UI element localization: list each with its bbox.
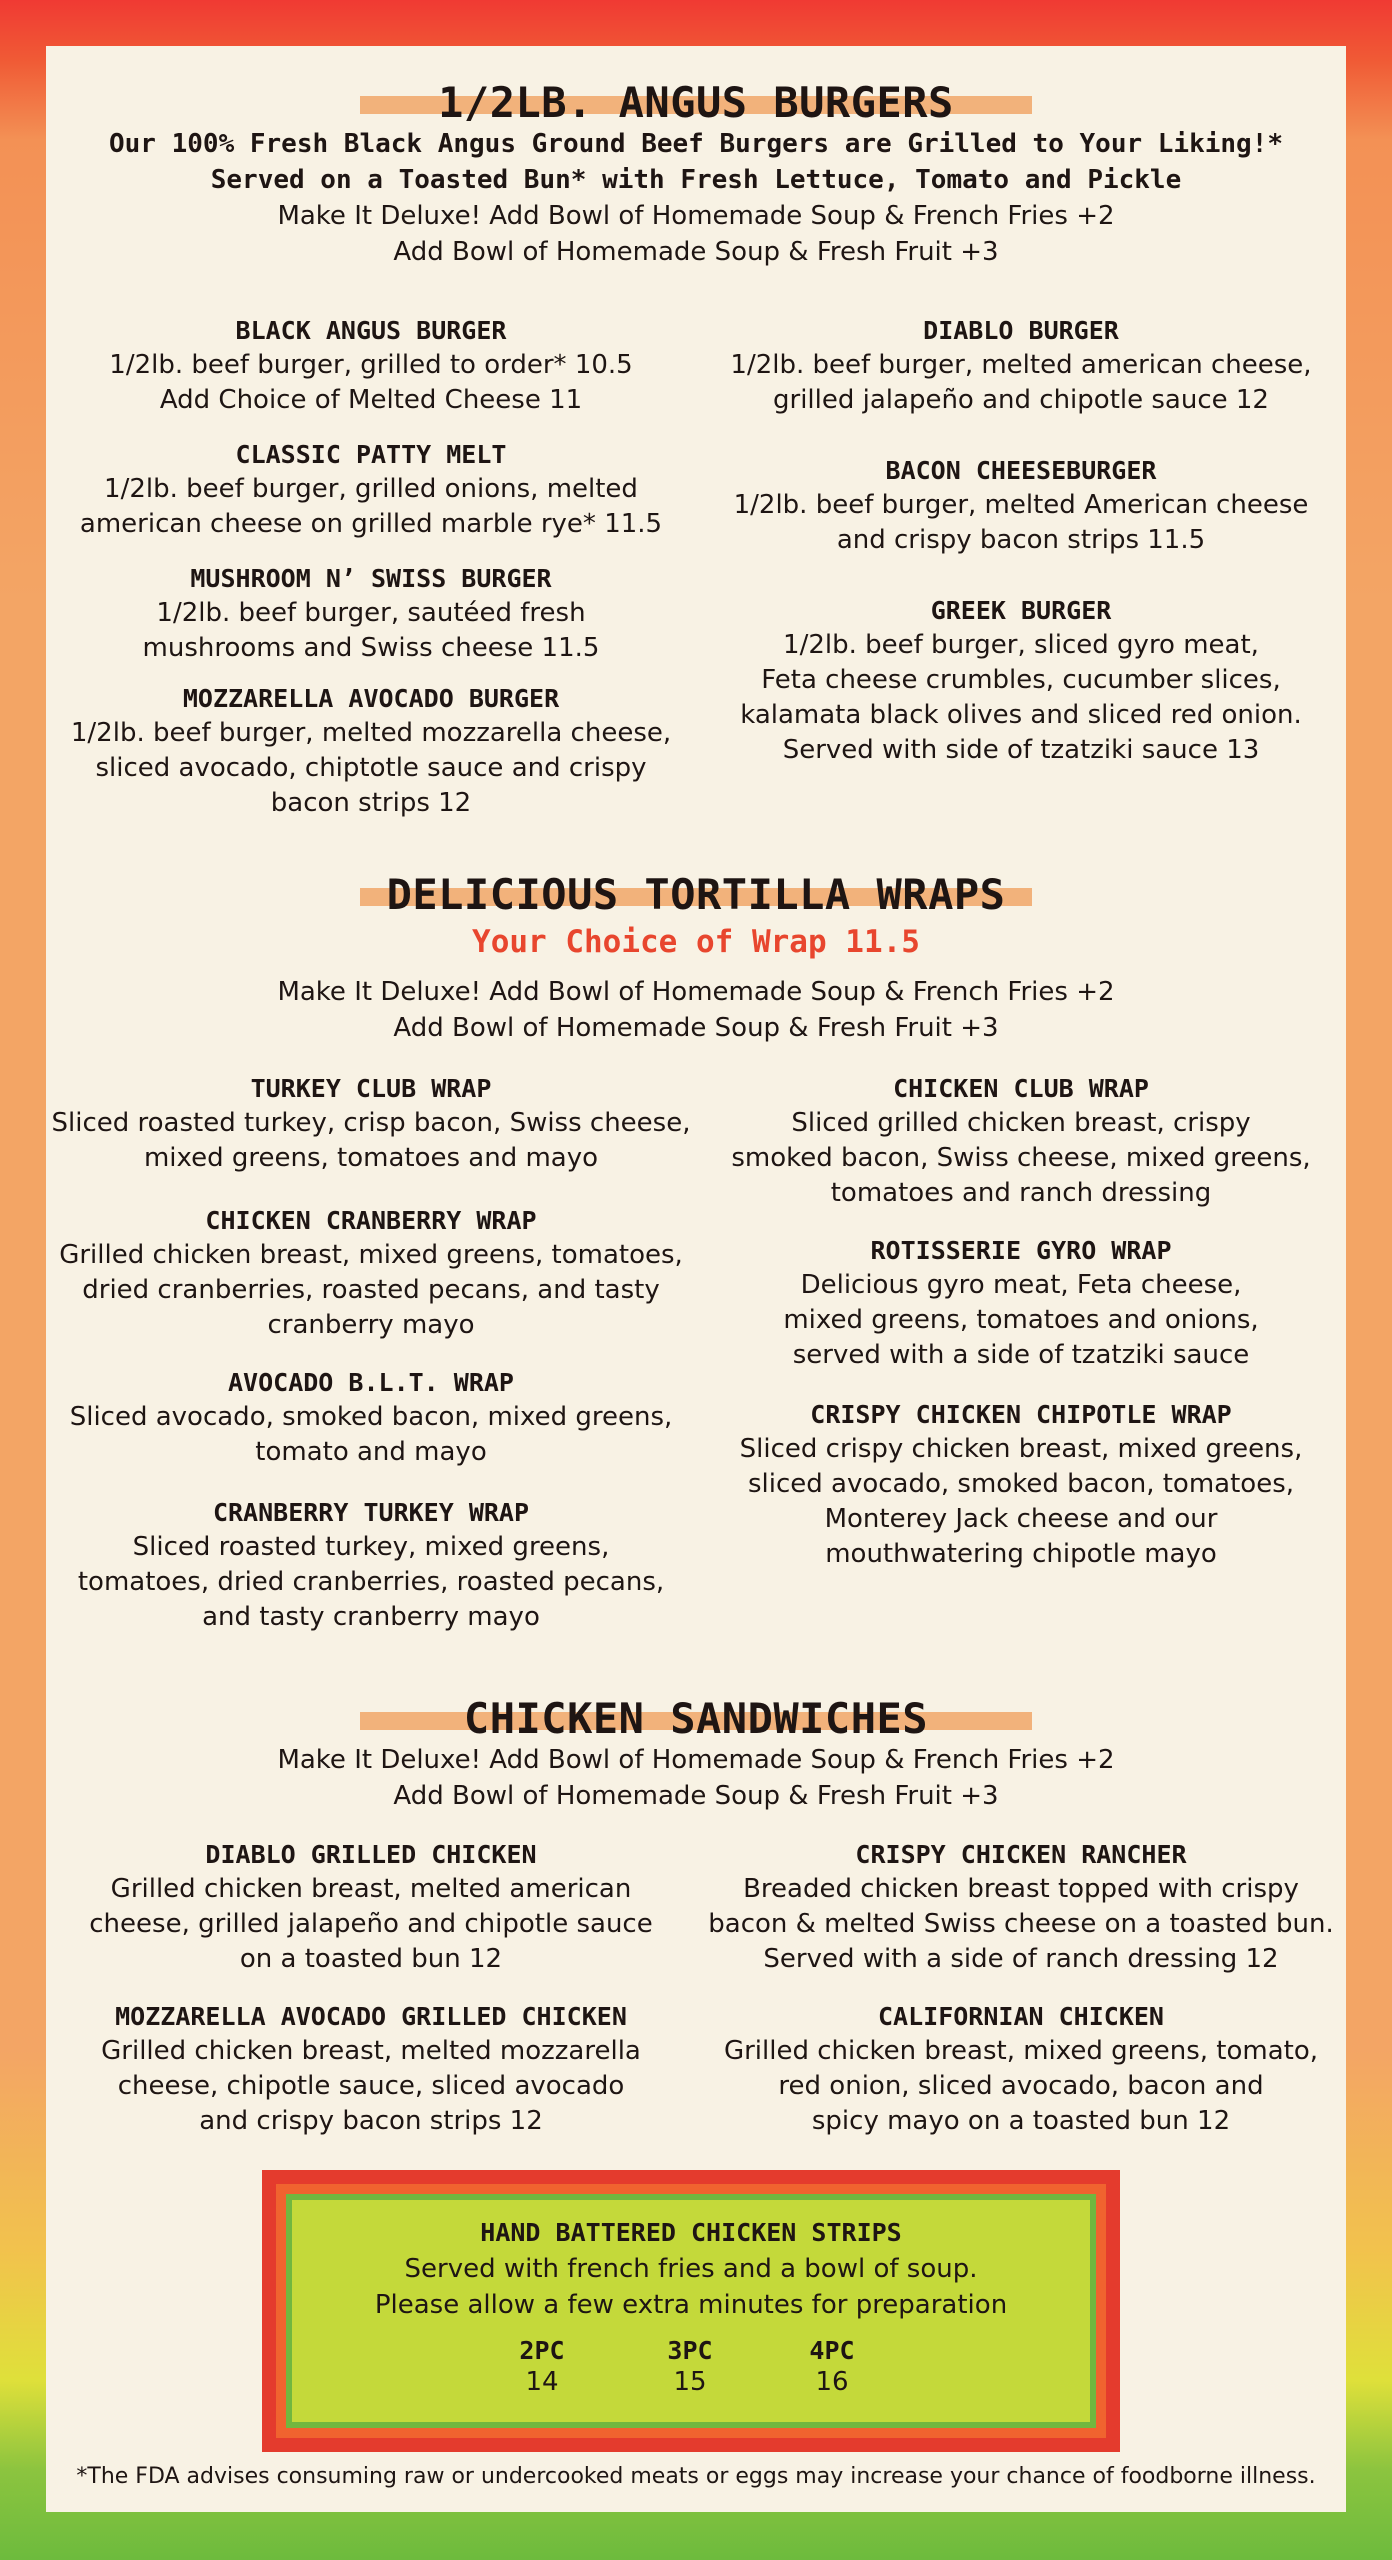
strips-option (502, 2336, 582, 2397)
menu-item (696, 1072, 1346, 1211)
menu-item (46, 2000, 696, 2139)
item-desc: Breaded chicken breast topped with crispy bacon & melted Swiss cheese on a toasted bun. Served with a side of ranch dressing 12 (708, 1874, 1334, 1974)
sandwiches-deluxe-line2: Add Bowl of Homemade Soup & Fresh Fruit +3 (393, 1781, 999, 1811)
item-name: CHICKEN CRANBERRY WRAP (205, 1206, 537, 1235)
menu-item (46, 562, 696, 666)
item-name: GREEK BURGER (930, 596, 1112, 625)
menu-panel (46, 46, 1346, 2512)
item-desc: Sliced crispy chicken breast, mixed greens, sliced avocado, smoked bacon, tomatoes, Monterey Jack cheese and our mouthwatering chipotle mayo (739, 1434, 1303, 1569)
item-desc: Grilled chicken breast, melted mozzarella cheese, chipotle sauce, sliced avocado and crispy bacon strips 12 (101, 2036, 641, 2136)
strips-option-price: 14 (525, 2367, 559, 2397)
menu-item (46, 1838, 696, 1977)
menu-item (696, 1398, 1346, 1572)
item-name: BLACK ANGUS BURGER (235, 316, 507, 345)
item-desc: Sliced roasted turkey, crisp bacon, Swiss cheese, mixed greens, tomatoes and mayo (51, 1108, 691, 1173)
item-desc: Sliced avocado, smoked bacon, mixed greens, tomato and mayo (69, 1402, 673, 1467)
strips-title: HAND BATTERED CHICKEN STRIPS (480, 2218, 902, 2247)
strips-option-label: 3PC (667, 2336, 713, 2365)
item-desc: 1/2lb. beef burger, melted american cheese, grilled jalapeño and chipotle sauce 12 (730, 350, 1312, 415)
chicken-strips-box (262, 2170, 1120, 2452)
item-name: DIABLO BURGER (923, 316, 1119, 345)
menu-item (696, 454, 1346, 558)
sandwiches-deluxe-line1: Make It Deluxe! Add Bowl of Homemade Soup & French Fries +2 (277, 1745, 1115, 1775)
menu-item (696, 314, 1346, 418)
item-desc: 1/2lb. beef burger, sautéed fresh mushrooms and Swiss cheese 11.5 (142, 598, 600, 663)
menu-item (696, 594, 1346, 768)
burgers-deluxe-line1: Make It Deluxe! Add Bowl of Homemade Soup & French Fries +2 (277, 201, 1115, 231)
strips-option (650, 2336, 730, 2397)
wraps-deluxe-line1: Make It Deluxe! Add Bowl of Homemade Soup & French Fries +2 (277, 977, 1115, 1007)
burgers-intro-line2: Served on a Toasted Bun* with Fresh Lettuce, Tomato and Pickle (210, 165, 1182, 195)
menu-item (46, 1366, 696, 1470)
item-desc: Delicious gyro meat, Feta cheese, mixed greens, tomatoes and onions, served with a side of tzatziki sauce (783, 1270, 1259, 1370)
item-name: CRANBERRY TURKEY WRAP (212, 1498, 530, 1527)
item-name: MOZZARELLA AVOCADO BURGER (182, 684, 560, 713)
menu-item (46, 1072, 696, 1176)
burgers-deluxe-line2: Add Bowl of Homemade Soup & Fresh Fruit +3 (393, 237, 999, 267)
burgers-intro-line1: Our 100% Fresh Black Angus Ground Beef Burgers are Grilled to Your Liking!* (109, 129, 1283, 159)
menu-item (696, 1838, 1346, 1977)
strips-option-label: 4PC (809, 2336, 855, 2365)
item-name: MOZZARELLA AVOCADO GRILLED CHICKEN (115, 2002, 627, 2031)
fda-footnote: *The FDA advises consuming raw or undercooked meats or eggs may increase your chance of foodborne illness. (76, 2464, 1316, 2489)
item-name: BACON CHEESEBURGER (885, 456, 1157, 485)
item-desc: Sliced roasted turkey, mixed greens, tomatoes, dried cranberries, roasted pecans, and tasty cranberry mayo (77, 1532, 665, 1632)
menu-item (46, 1496, 696, 1635)
section-title-wraps: DELICIOUS TORTILLA WRAPS (386, 870, 1006, 919)
menu-item (696, 2000, 1346, 2139)
section-title-burgers: 1/2LB. ANGUS BURGERS (438, 78, 954, 127)
item-name: CALIFORNIAN CHICKEN (878, 2002, 1164, 2031)
section-title-sandwiches: CHICKEN SANDWICHES (463, 1694, 929, 1743)
strips-option (792, 2336, 872, 2397)
item-name: MUSHROOM N’ SWISS BURGER (190, 564, 552, 593)
menu-item (46, 1204, 696, 1343)
item-name: ROTISSERIE GYRO WRAP (870, 1236, 1172, 1265)
item-name: CRISPY CHICKEN RANCHER (855, 1840, 1187, 1869)
strips-line2: Please allow a few extra minutes for preparation (374, 2290, 1008, 2320)
item-name: DIABLO GRILLED CHICKEN (205, 1840, 537, 1869)
item-name: TURKEY CLUB WRAP (250, 1074, 492, 1103)
item-desc: 1/2lb. beef burger, sliced gyro meat, Feta cheese crumbles, cucumber slices, kalamata black olives and sliced red onion. Served with side of tzatziki sauce 13 (740, 630, 1302, 765)
menu-item (46, 682, 696, 821)
item-name: CLASSIC PATTY MELT (235, 440, 507, 469)
menu-item (46, 314, 696, 418)
strips-option-price: 15 (673, 2367, 707, 2397)
menu-item (696, 1234, 1346, 1373)
item-desc: 1/2lb. beef burger, melted American cheese and crispy bacon strips 11.5 (733, 490, 1309, 555)
box-border (276, 2184, 1106, 2438)
item-desc: 1/2lb. beef burger, melted mozzarella cheese, sliced avocado, chiptotle sauce and crispy bacon strips 12 (70, 718, 672, 818)
item-desc: Grilled chicken breast, mixed greens, tomatoes, dried cranberries, roasted pecans, and tasty cranberry mayo (59, 1240, 683, 1340)
box-content (292, 2200, 1090, 2422)
item-desc: Grilled chicken breast, melted american cheese, grilled jalapeño and chipotle sauce on a toasted bun 12 (89, 1874, 653, 1974)
strips-option-price: 16 (815, 2367, 849, 2397)
item-name: AVOCADO B.L.T. WRAP (228, 1368, 514, 1397)
wraps-deluxe-line2: Add Bowl of Homemade Soup & Fresh Fruit +3 (393, 1013, 999, 1043)
item-desc: 1/2lb. beef burger, grilled onions, melted american cheese on grilled marble rye* 11.5 (79, 474, 663, 539)
item-name: CRISPY CHICKEN CHIPOTLE WRAP (810, 1400, 1232, 1429)
strips-line1: Served with french fries and a bowl of soup. (404, 2254, 978, 2284)
item-desc: Sliced grilled chicken breast, crispy smoked bacon, Swiss cheese, mixed greens, tomatoes and ranch dressing (731, 1108, 1311, 1208)
item-desc: Grilled chicken breast, mixed greens, tomato, red onion, sliced avocado, bacon and spicy mayo on a toasted bun 12 (723, 2036, 1319, 2136)
item-desc: 1/2lb. beef burger, grilled to order* 10.5 Add Choice of Melted Cheese 11 (109, 350, 633, 415)
item-name: CHICKEN CLUB WRAP (893, 1074, 1149, 1103)
box-border-inner (286, 2194, 1096, 2428)
menu-item (46, 438, 696, 542)
wraps-subtitle: Your Choice of Wrap 11.5 (472, 924, 920, 960)
strips-option-label: 2PC (519, 2336, 565, 2365)
